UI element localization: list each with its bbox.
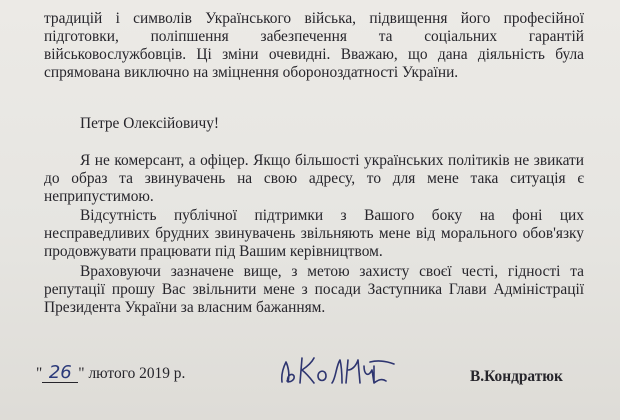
paragraph-3-line-1: Відсутність публічної підтримки з Вашого боку на фоні цих xyxy=(80,207,584,224)
salutation: Петре Олексійовичу! xyxy=(80,115,220,132)
signer-name: В.Кондратюк xyxy=(470,368,563,385)
date-day-handwritten: 26 xyxy=(42,364,78,383)
paragraph-2-line-2: до образ та звинувачень на свою адресу, то для мене така ситуація є xyxy=(44,170,584,187)
date-month-year: лютого 2019 р. xyxy=(88,365,186,382)
paragraph-1-line-4: спрямована виключно на зміцнення обороноздатності України. xyxy=(44,64,459,81)
paragraph-1-line-2: підготовки, поліпшення забезпечення та соціальних гарантій xyxy=(44,28,584,45)
paragraph-4-line-2: репутації прошу Вас звільнити мене з посади Заступника Глави Адміністрації xyxy=(44,281,584,298)
paragraph-3-line-2: несправедливих брудних звинувачень звільняють мене від морального обов'язку xyxy=(44,225,584,242)
paragraph-1-line-1: традицій і символів Українського війська, підвищення його професійної xyxy=(44,10,584,27)
paragraph-2-line-1: Я не комерсант, а офіцер. Якщо більшості українських політиків не звикати xyxy=(80,152,584,169)
date-quote-open: " xyxy=(36,365,43,382)
handwritten-signature xyxy=(278,352,398,386)
paragraph-2-line-3: неприпустимою. xyxy=(44,188,154,205)
paragraph-4-line-1: Враховуючи зазначене вище, з метою захисту своєї честі, гідності та xyxy=(80,263,584,280)
paragraph-3-line-3: продовжувати працювати під Вашим керівництвом. xyxy=(44,243,383,260)
date-quote-close: " xyxy=(78,365,85,382)
paragraph-1-line-3: військовослужбовців. Ці зміни очевидні. Вважаю, що дана діяльність була xyxy=(44,46,584,63)
paragraph-4-line-3: Президента України за власним бажанням. xyxy=(44,299,326,316)
letter-date xyxy=(36,364,185,383)
